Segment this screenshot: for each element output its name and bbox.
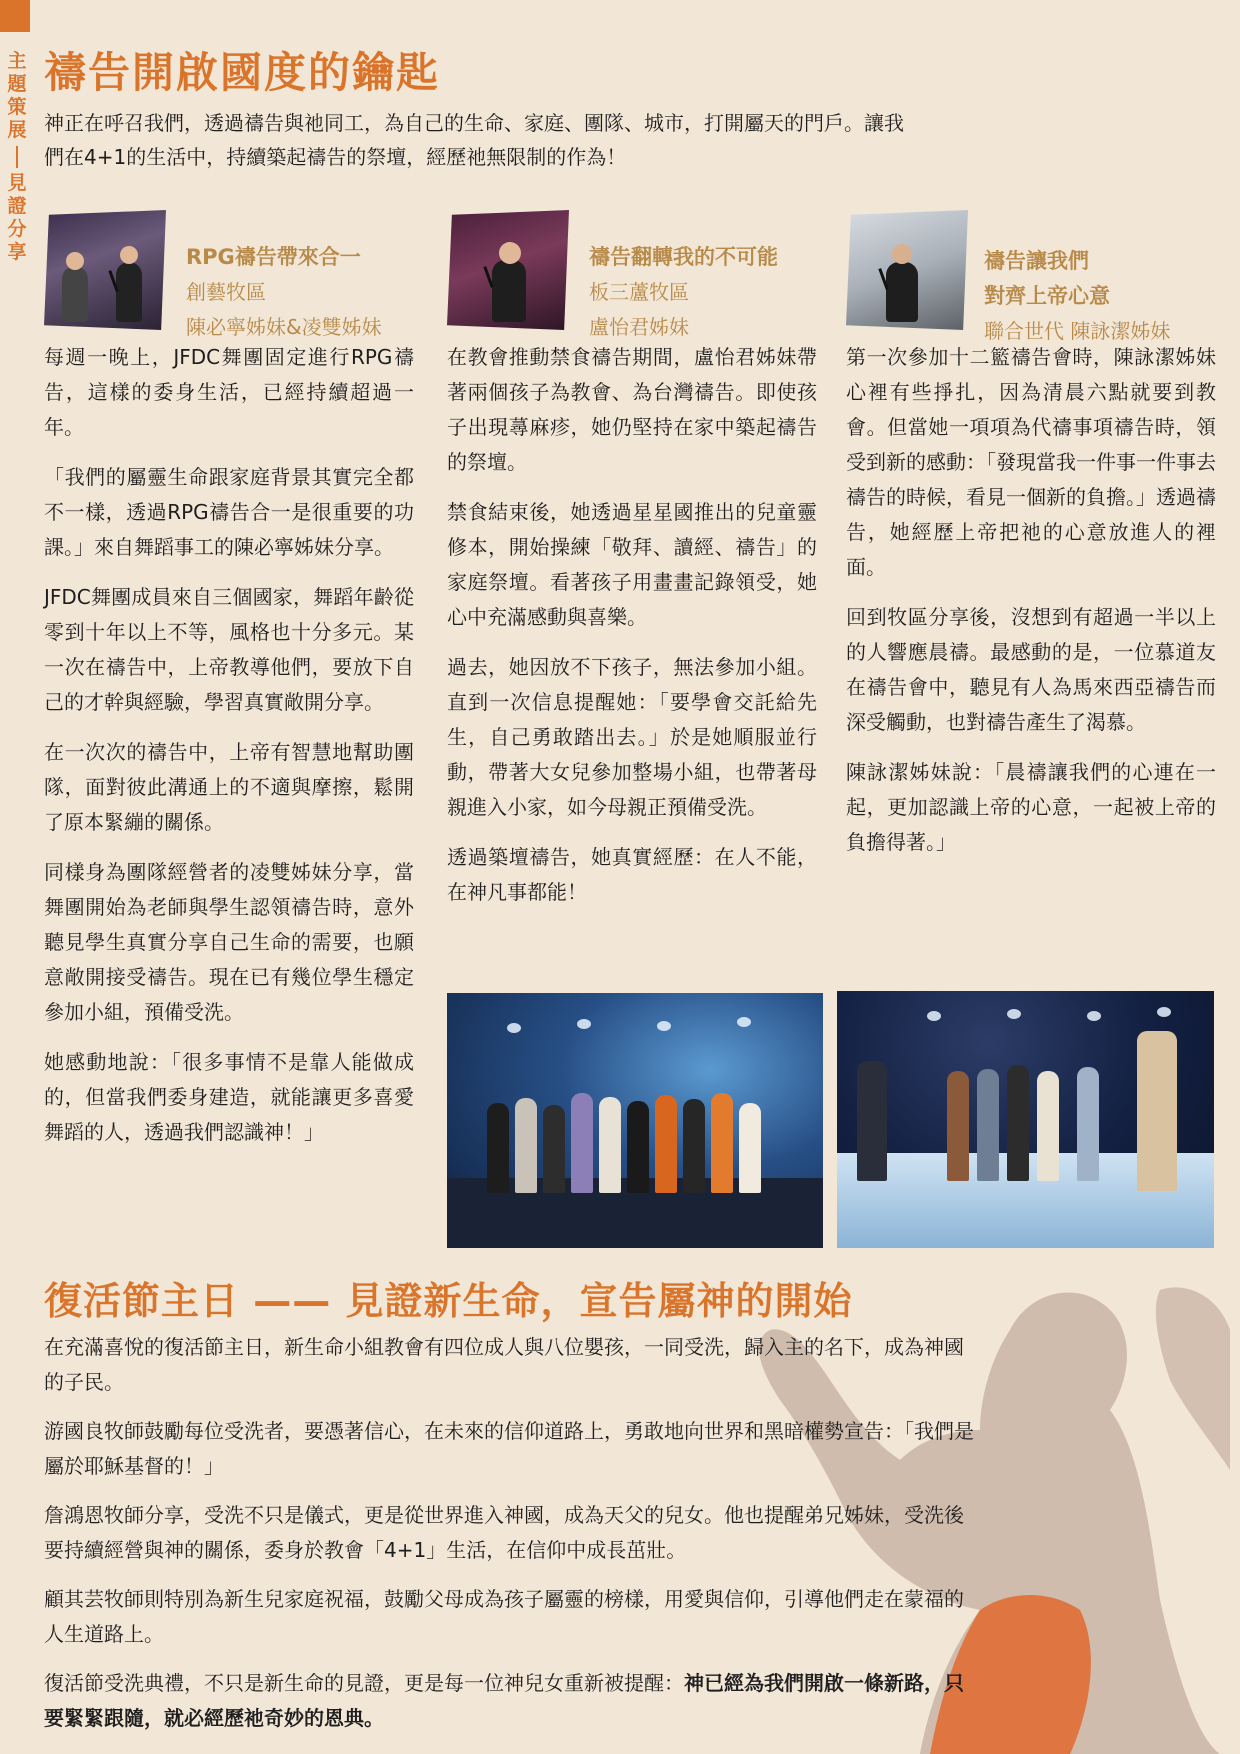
- story-paragraph: 「我們的屬靈生命跟家庭背景其實完全都不一樣，透過RPG禱告合一是很重要的功課。」來自舞蹈事工的陳必寧姊妹分享。: [44, 465, 414, 559]
- story-paragraph: 在教會推動禁食禱告期間，盧怡君姊妹帶著兩個孩子為教會、為台灣禱告。即使孩子出現蕁麻疹，她仍堅持在家中築起禱告的祭壇。: [447, 345, 817, 474]
- person-figure: [947, 1071, 969, 1181]
- story-paragraph: 她感動地說：「很多事情不是靠人能做成的，但當我們委身建造，就能讓更多喜愛舞蹈的人，透過我們認識神！」: [44, 1050, 414, 1144]
- section-paragraph: 顧其芸牧師則特別為新生兒家庭祝福，鼓勵父母成為孩子屬靈的榜樣，用愛與信仰，引導他們走在蒙福的人生道路上。: [44, 1587, 964, 1646]
- person-figure: [543, 1105, 565, 1193]
- story-body: [846, 340, 1216, 860]
- side-label-char: 題: [7, 73, 27, 95]
- stage-light: [1087, 1011, 1101, 1021]
- side-label-char: 見: [7, 172, 27, 194]
- corner-accent-block: [0, 0, 30, 32]
- person-head: [120, 246, 138, 264]
- section-title-easter: 復活節主日 —— 見證新生命，宣告屬神的開始: [44, 1279, 853, 1323]
- story-meta: [589, 240, 778, 345]
- story-paragraph: 每週一晚上，JFDC舞團固定進行RPG禱告，這樣的委身生活，已經持續超過一年。: [44, 345, 414, 439]
- person-figure: [599, 1097, 621, 1193]
- person-figure: [487, 1103, 509, 1193]
- stage-light: [507, 1023, 521, 1033]
- story-header: [846, 210, 1216, 343]
- person-figure: [711, 1093, 733, 1193]
- story-people: 盧怡君姊妹: [589, 315, 689, 339]
- story-rpg-prayer: [44, 210, 414, 1165]
- closing-emphasis: 神已經為我們開啟一條新路，只要緊緊跟隨，就必經歷祂奇妙的恩典。: [44, 1671, 964, 1730]
- person-figure: [1007, 1065, 1029, 1181]
- stage-light: [657, 1021, 671, 1031]
- person-figure: [1137, 1031, 1177, 1191]
- story-paragraph: 在一次次的禱告中，上帝有智慧地幫助團隊，面對彼此溝通上的不適與摩擦，鬆開了原本緊繃的關係。: [44, 740, 414, 834]
- story-photo: [447, 210, 569, 330]
- event-photo-worship-stage: [837, 991, 1214, 1248]
- stage-light: [577, 1019, 591, 1029]
- story-district: 創藝牧區: [186, 280, 266, 304]
- stage-light: [1157, 1007, 1171, 1017]
- story-prayer-turnaround: [447, 210, 817, 925]
- story-body: [44, 340, 414, 1150]
- person-figure: [1077, 1067, 1099, 1181]
- story-header: [44, 210, 414, 340]
- person-head: [66, 252, 84, 270]
- side-label-char: 享: [7, 241, 27, 263]
- stage-light: [1007, 1009, 1021, 1019]
- side-label-divider: [16, 146, 18, 168]
- person-figure: [515, 1098, 537, 1193]
- person-figure: [1037, 1071, 1059, 1181]
- person-head: [499, 242, 521, 264]
- story-photo: [44, 210, 166, 330]
- closing-text: 復活節受洗典禮，不只是新生命的見證，更是每一位神兒女重新被提醒：: [44, 1671, 684, 1695]
- story-photo: [846, 210, 968, 330]
- story-paragraph: 陳詠潔姊妹說：「晨禱讓我們的心連在一起，更加認識上帝的心意，一起被上帝的負擔得著。」: [846, 760, 1216, 854]
- person-figure: [627, 1101, 649, 1193]
- stage-light: [927, 1011, 941, 1021]
- stage-light: [737, 1017, 751, 1027]
- story-paragraph: 透過築壇禱告，她真實經歷：在人不能，在神凡事都能！: [447, 845, 817, 904]
- section-side-label: [6, 50, 28, 264]
- person-figure: [62, 266, 88, 322]
- story-district: 板三蘆牧區: [589, 280, 689, 304]
- side-label-char: 證: [7, 195, 27, 217]
- story-header: [447, 210, 817, 340]
- person-figure: [683, 1099, 705, 1193]
- story-paragraph: 同樣身為團隊經營者的凌雙姊妹分享，當舞團開始為老師與學生認領禱告時，意外聽見學生真實分享自己生命的需要，也願意敞開接受禱告。現在已有幾位學生穩定參加小組，預備受洗。: [44, 860, 414, 1024]
- intro-paragraph: 神正在呼召我們，透過禱告與祂同工，為自己的生命、家庭、團隊、城市，打開屬天的門戶。讓我們在4+1的生活中，持續築起禱告的祭壇，經歷祂無限制的作為！: [44, 111, 904, 169]
- story-title: 禱告翻轉我的不可能: [589, 245, 778, 269]
- person-figure: [655, 1095, 677, 1193]
- story-people: 陳必寧姊妹&凌雙姊妹: [186, 315, 382, 339]
- story-title-line2: 對齊上帝心意: [984, 284, 1110, 308]
- event-photo-dance-team: [447, 993, 823, 1248]
- story-paragraph: 過去，她因放不下孩子，無法參加小組。直到一次信息提醒她：「要學會交託給先生，自己勇敢踏出去。」於是她順服並行動，帶著大女兒參加整場小組，也帶著母親進入小家，如今母親正預備受洗。: [447, 655, 817, 819]
- story-aligned-with-god: [846, 210, 1216, 875]
- person-figure: [492, 260, 526, 322]
- section-closing-paragraph: [44, 1666, 979, 1736]
- person-head: [892, 244, 912, 264]
- side-label-char: 展: [7, 119, 27, 141]
- section-paragraph: 詹鴻恩牧師分享，受洗不只是儀式，更是從世界進入神國，成為天父的兒女。他也提醒弟兄姊妹，受洗後要持續經營與神的關係，委身於教會「4+1」生活，在信仰中成長茁壯。: [44, 1503, 964, 1562]
- story-title: RPG禱告帶來合一: [186, 245, 361, 269]
- person-figure: [857, 1061, 887, 1181]
- person-figure: [116, 262, 142, 322]
- story-title: 禱告讓我們: [984, 249, 1089, 273]
- person-figure: [571, 1093, 593, 1193]
- page-title: 禱告開啟國度的鑰匙: [44, 48, 441, 97]
- story-paragraph: 第一次參加十二籃禱告會時，陳詠潔姊妹心裡有些掙扎，因為清晨六點就要到教會。但當她一項項為代禱事項禱告時，領受到新的感動：「發現當我一件事一件事去禱告的時候，看見一個新的負擔。」透過禱告，她經歷上帝把祂的心意放進人的裡面。: [846, 345, 1216, 579]
- person-figure: [739, 1103, 761, 1193]
- story-meta: [984, 244, 1170, 349]
- silhouette-raised-hand: [1156, 1287, 1230, 1470]
- story-meta: [186, 240, 382, 345]
- person-figure: [886, 262, 918, 322]
- section-paragraph: 游國良牧師鼓勵每位受洗者，要憑著信心，在未來的信仰道路上，勇敢地向世界和黑暗權勢宣告：「我們是屬於耶穌基督的！」: [44, 1419, 974, 1478]
- section-body-easter: [44, 1330, 979, 1750]
- story-paragraph: 禁食結束後，她透過星星國推出的兒童靈修本，開始操練「敬拜、讀經、禱告」的家庭祭壇。看著孩子用畫畫記錄領受，她心中充滿感動與喜樂。: [447, 500, 817, 629]
- story-district: 聯合世代 陳詠潔姊妹: [984, 319, 1171, 343]
- side-label-char: 主: [7, 50, 27, 72]
- story-paragraph: JFDC舞團成員來自三個國家，舞蹈年齡從零到十年以上不等，風格也十分多元。某一次在禱告中，上帝教導他們，要放下自己的才幹與經驗，學習真實敞開分享。: [44, 585, 414, 714]
- story-body: [447, 340, 817, 910]
- person-figure: [977, 1069, 999, 1181]
- side-label-char: 分: [7, 218, 27, 240]
- story-paragraph: 回到牧區分享後，沒想到有超過一半以上的人響應晨禱。最感動的是，一位慕道友在禱告會中，聽見有人為馬來西亞禱告而深受觸動，也對禱告產生了渴慕。: [846, 605, 1216, 734]
- side-label-char: 策: [7, 96, 27, 118]
- section-paragraph: 在充滿喜悅的復活節主日，新生命小組教會有四位成人與八位嬰孩，一同受洗，歸入主的名下，成為神國的子民。: [44, 1335, 964, 1394]
